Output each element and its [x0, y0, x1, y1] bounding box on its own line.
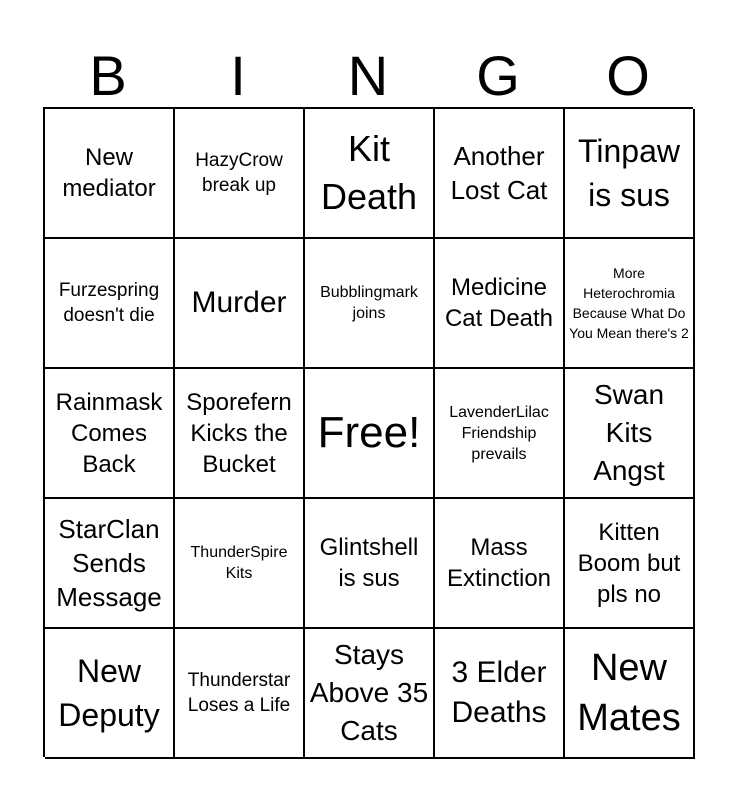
bingo-cell-r4-c2[interactable]	[175, 499, 305, 629]
cell-text: Sporefern Kicks the Bucket	[186, 388, 292, 478]
cell-text: HazyCrow break up	[195, 150, 283, 196]
bingo-cell-r3-c2[interactable]	[175, 369, 305, 499]
bingo-cell-r5-c3[interactable]	[305, 629, 435, 759]
bingo-cell-r1-c2[interactable]	[175, 109, 305, 239]
cell-text: New mediator	[62, 144, 156, 202]
bingo-cell-r4-c4[interactable]	[435, 499, 565, 629]
cell-text: Kitten Boom but pls no	[577, 518, 681, 608]
cell-text: New Deputy	[58, 653, 160, 733]
cell-text: Furzespring doesn't die	[58, 280, 160, 326]
header-letter-n: N	[347, 44, 389, 107]
bingo-cell-r5-c4[interactable]	[435, 629, 565, 759]
bingo-cell-r5-c1[interactable]	[45, 629, 175, 759]
cell-text: 3 Elder Deaths	[451, 656, 547, 729]
cell-text: Mass Extinction	[446, 534, 552, 592]
bingo-cell-r2-c2[interactable]	[175, 239, 305, 369]
cell-text: Bubblingmark joins	[320, 284, 418, 322]
bingo-cell-r3-c4[interactable]	[435, 369, 565, 499]
cell-text: Swan Kits Angst	[593, 379, 665, 486]
cell-text: Medicine Cat Death	[444, 274, 554, 332]
bingo-cell-r5-c5[interactable]	[565, 629, 695, 759]
cell-text: Glintshell is sus	[319, 534, 419, 592]
bingo-cell-r3-c3[interactable]	[305, 369, 435, 499]
bingo-cell-r2-c4[interactable]	[435, 239, 565, 369]
cell-text: Stays Above 35 Cats	[309, 639, 429, 746]
bingo-cell-r1-c3[interactable]	[305, 109, 435, 239]
cell-text: LavenderLilac Friendship prevails	[449, 403, 549, 463]
cell-text: Murder	[191, 286, 287, 319]
bingo-cell-r1-c4[interactable]	[435, 109, 565, 239]
bingo-cell-r4-c1[interactable]	[45, 499, 175, 629]
bingo-cell-r1-c1[interactable]	[45, 109, 175, 239]
cell-text: Another Lost Cat	[450, 141, 548, 205]
bingo-cell-r3-c1[interactable]	[45, 369, 175, 499]
cell-text: Tinpaw is sus	[578, 133, 680, 213]
cell-text: StarClan Sends Message	[56, 514, 162, 612]
header-letter-i: I	[230, 44, 246, 107]
cell-text free-space: Free!	[317, 408, 421, 457]
cell-text: Kit Death	[320, 128, 418, 217]
cell-text: New Mates	[577, 647, 681, 739]
bingo-cell-r4-c5[interactable]	[565, 499, 695, 629]
bingo-cell-r3-c5[interactable]	[565, 369, 695, 499]
header-letter-g: G	[476, 44, 520, 107]
header-letter-o: O	[606, 44, 650, 107]
bingo-card	[43, 107, 693, 757]
bingo-cell-r4-c3[interactable]	[305, 499, 435, 629]
bingo-cell-r2-c5[interactable]	[565, 239, 695, 369]
cell-text: Thunderstar Loses a Life	[187, 670, 291, 716]
bingo-header	[43, 44, 693, 108]
bingo-cell-r2-c3[interactable]	[305, 239, 435, 369]
bingo-cell-r1-c5[interactable]	[565, 109, 695, 239]
cell-text: More Heterochromia Because What Do You Mean there's 2	[569, 265, 689, 341]
header-letter-b: B	[89, 44, 127, 107]
bingo-cell-r2-c1[interactable]	[45, 239, 175, 369]
cell-text: ThunderSpire Kits	[190, 544, 288, 582]
cell-text: Rainmask Comes Back	[55, 388, 163, 478]
bingo-cell-r5-c2[interactable]	[175, 629, 305, 759]
